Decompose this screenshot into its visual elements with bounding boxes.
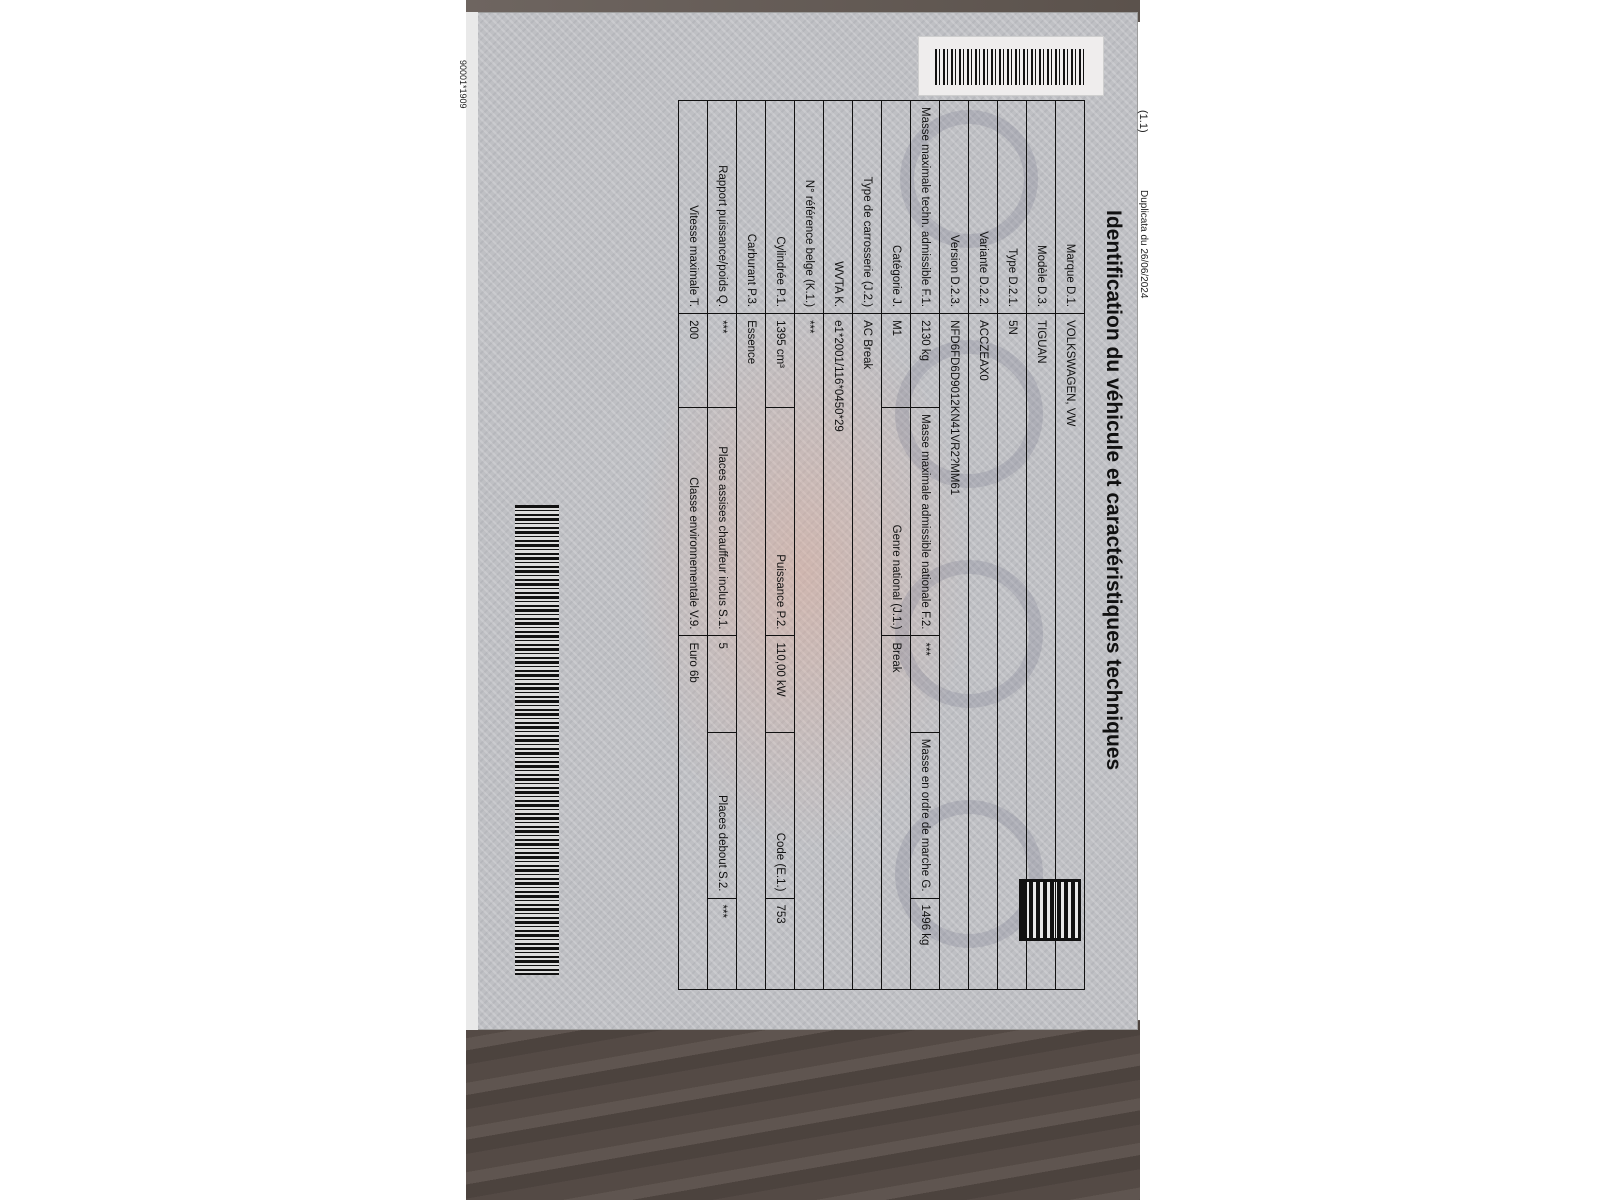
table-row [911, 101, 940, 990]
duplicate-note: Duplicata du 26/06/2024 [1138, 190, 1149, 299]
field-value: 5N [998, 314, 1027, 990]
field-value: M1 [882, 314, 911, 408]
table-row [882, 101, 911, 990]
field-label: Puissance P.2. [766, 408, 795, 636]
certificate-content [565, 90, 1149, 1010]
barcode-sticker [918, 36, 1104, 96]
field-label: Variante D.2.2. [969, 101, 998, 314]
field-label: Carburant P.3. [737, 101, 766, 314]
field-value: NFD6FD6D9012KN41VR2?MM61 [940, 314, 969, 990]
field-label: Rapport puissance/poids Q. [708, 101, 737, 314]
field-value: ACCZEAX0 [969, 314, 998, 990]
field-label: N° référence belge (K.1.) [795, 101, 824, 314]
field-label: Vitesse maximale T. [679, 101, 708, 314]
vehicle-data-table [678, 100, 1085, 990]
field-label: Genre national (J.1.) [882, 408, 911, 636]
field-label: Masse en ordre de marche G. [911, 732, 940, 898]
field-label: Modèle D.3. [1027, 101, 1056, 314]
field-value: VOLKSWAGEN, VW [1056, 314, 1085, 990]
field-label: Places assises chauffeur inclus S.1. [708, 408, 737, 636]
barcode-icon [515, 505, 559, 975]
field-label: Cylindrée P.1. [766, 101, 795, 314]
table-row [679, 101, 708, 990]
field-label: Places debout S.2. [708, 732, 737, 898]
field-value: *** [708, 898, 737, 989]
document-heading: Identification du véhicule et caractéristiques techniques [1102, 210, 1125, 771]
field-value: 1496 kg [911, 898, 940, 989]
table-row [795, 101, 824, 990]
field-value: TIGUAN [1027, 314, 1056, 990]
field-value: *** [911, 636, 940, 732]
paper-edge [466, 12, 478, 1030]
field-label: Catégorie J. [882, 101, 911, 314]
ref-mark: (1.1) [1137, 110, 1149, 133]
field-label: Marque D.1. [1056, 101, 1085, 314]
field-label: Masse maximale admissible nationale F.2. [911, 408, 940, 636]
table-row [1056, 101, 1085, 990]
field-value: 1395 cm³ [766, 314, 795, 408]
table-row [766, 101, 795, 990]
field-label: Version D.2.3. [940, 101, 969, 314]
table-row [824, 101, 853, 990]
field-value: 2130 kg [911, 314, 940, 408]
field-label: Classe environnementale V.9. [679, 408, 708, 636]
wood-table-bottom [466, 1020, 1140, 1200]
table-row [969, 101, 998, 990]
table-row [940, 101, 969, 990]
form-number: 90001*1909 [458, 60, 468, 109]
field-value: 110,00 kW [766, 636, 795, 732]
field-label: Type D.2.1. [998, 101, 1027, 314]
field-value: e1*2001/116*0450*29 [824, 314, 853, 990]
field-value: *** [795, 314, 824, 990]
field-value: 753 [766, 898, 795, 989]
field-value: Break [882, 636, 911, 990]
field-label: Type de carrosserie (J.2.) [853, 101, 882, 314]
table-row [998, 101, 1027, 990]
table-row [708, 101, 737, 990]
field-value: 5 [708, 636, 737, 732]
field-value: Essence [737, 314, 766, 990]
field-value: *** [708, 314, 737, 408]
field-value: 200 [679, 314, 708, 408]
field-label: Masse maximale techn. admissible F.1. [911, 101, 940, 314]
field-label: Code (E.1.) [766, 732, 795, 898]
field-value: AC Break [853, 314, 882, 990]
table-row [853, 101, 882, 990]
barcode-icon [935, 49, 1085, 85]
table-row [737, 101, 766, 990]
background-left [0, 0, 466, 1200]
field-value: Euro 6b [679, 636, 708, 990]
field-label: WVTA K. [824, 101, 853, 314]
background-right [1140, 0, 1600, 1200]
table-row [1027, 101, 1056, 990]
